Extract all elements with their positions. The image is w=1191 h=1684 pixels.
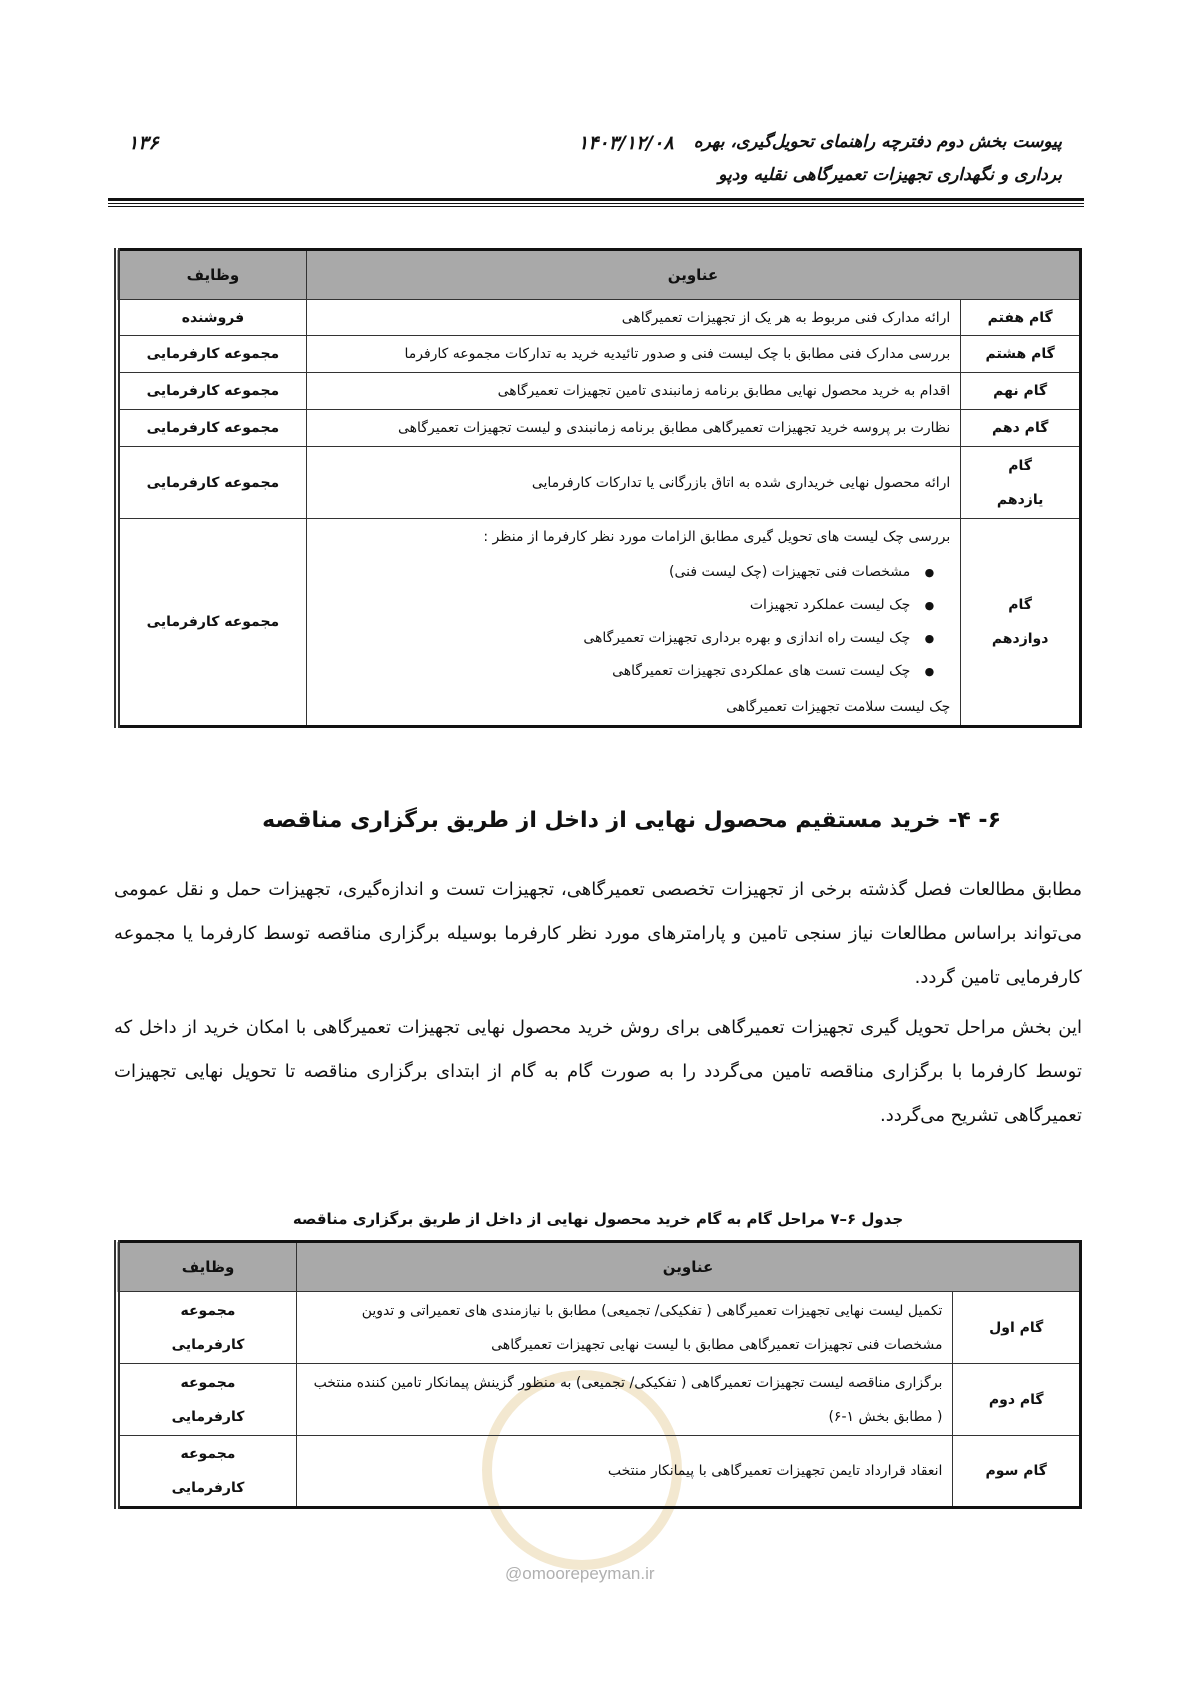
duty-label-a: مجموعه: [180, 1302, 236, 1319]
document-date: ۱۴۰۳/۱۲/۰۸: [578, 132, 674, 154]
table-row: [117, 519, 1081, 727]
description-cell: اقدام به خرید محصول نهایی مطابق برنامه زمانبندی تامین تجهیزات تعمیرگاهی: [306, 373, 960, 410]
duty-cell: مجموعه کارفرمایی: [117, 410, 306, 447]
duty-label-a: مجموعه: [180, 1374, 236, 1391]
table-caption: جدول ۶–۷ مراحل گام به گام خرید محصول نهایی از داخل از طریق برگزاری مناقصه: [292, 1210, 904, 1228]
table-row: [117, 373, 1081, 410]
step-label-b: دوازدهم: [991, 631, 1049, 647]
description-cell: انعقاد قرارداد تایمن تجهیزات تعمیرگاهی با پیمانکار منتخب: [297, 1436, 953, 1508]
page-header: [108, 118, 1084, 198]
document-title-line2: برداری و نگهداری تجهیزات تعمیرگاهی نقلیه ودپو: [718, 165, 1062, 185]
list-item: ● چک لیست تست های عملکردی تجهیزات تعمیرگاهی: [317, 655, 910, 688]
duty-cell: فروشنده: [117, 300, 306, 336]
step-cell: گام اول: [953, 1292, 1081, 1364]
duty-cell: [117, 1292, 297, 1364]
step-cell: گام هفتم: [961, 300, 1081, 336]
steps-table-2: [114, 1240, 1082, 1509]
duty-cell: مجموعه کارفرمایی: [117, 336, 306, 373]
paragraph-1: مطابق مطالعات فصل گذشته برخی از تجهیزات تخصصی تعمیرگاهی، تجهیزات تست و اندازه‌گیری، تجهیزات حمل و نقل عمومی می‌تواند براساس مطالعات نیاز سنجی تامین و پارامترهای مورد نظر کارفرما بوسیله برگزاری مناقصه توسط کارفرما یا مجموعه کارفرمایی تامین گردد.: [114, 879, 1082, 988]
duty-label-a: مجموعه: [180, 1446, 236, 1462]
section-heading: ۶- ۴- خرید مستقیم محصول نهایی از داخل از طریق برگزاری مناقصه: [262, 808, 1001, 833]
duty-cell: مجموعه کارفرمایی: [117, 373, 306, 410]
description-cell: بررسی مدارک فنی مطابق با چک لیست فنی و صدور تائیدیه خرید به تدارکات مجموعه کارفرما: [306, 336, 960, 373]
header-rule-thick: [108, 198, 1084, 201]
page-number: ۱۳۶: [128, 132, 159, 154]
step-cell: گام دهم: [961, 410, 1081, 447]
document-title-line1: پیوست بخش دوم دفترچه راهنمای تحویل‌گیری، بهره: [693, 132, 1062, 152]
duty-cell: [117, 1364, 297, 1436]
description-cell: ارائه محصول نهایی خریداری شده به اتاق بازرگانی یا تدارکات کارفرمایی: [306, 447, 960, 519]
duty-label-b: کارفرمایی: [171, 1336, 245, 1353]
table-row: [117, 336, 1081, 373]
duty-cell: [117, 1436, 297, 1508]
description-cell: نظارت بر پروسه خرید تجهیزات تعمیرگاهی مطابق برنامه زمانبندی و لیست تجهیزات تعمیرگاهی: [306, 410, 960, 447]
table-row: [117, 410, 1081, 447]
table-header-row: [117, 250, 1081, 300]
table-row: [117, 447, 1081, 519]
column-header-titles: عناوین: [297, 1242, 1081, 1292]
step-cell: گام دوم: [953, 1364, 1081, 1436]
table-row: [117, 1436, 1081, 1508]
description-cell: ارائه مدارک فنی مربوط به هر یک از تجهیزات تعمیرگاهی: [306, 300, 960, 336]
duty-cell: مجموعه کارفرمایی: [117, 519, 306, 727]
column-header-duties: وظایف: [117, 250, 306, 300]
table-row: [117, 1292, 1081, 1364]
step-label-a: گام: [1008, 457, 1032, 474]
step-cell: گام هشتم: [961, 336, 1081, 373]
list-item: ● چک لیست راه اندازی و بهره برداری تجهیزات تعمیرگاهی: [317, 622, 910, 655]
column-header-titles: عناوین: [306, 250, 1080, 300]
table-header-row: [117, 1242, 1081, 1292]
description-cell: تکمیل لیست نهایی تجهیزات تعمیرگاهی ( تفکیکی/ تجمیعی) مطابق با نیازمندی های تعمیراتی و تدوین مشخصات فنی تجهیزات تعمیرگاهی مطابق با لیست نهایی تجهیزات تعمیرگاهی: [297, 1292, 953, 1364]
checklist-outro: چک لیست سلامت تجهیزات تعمیرگاهی: [726, 699, 951, 715]
step-cell: [961, 519, 1081, 727]
checklist-intro: بررسی چک لیست های تحویل گیری مطابق الزامات مورد نظر کارفرما از منظر :: [483, 529, 951, 545]
duty-label-b: کارفرمایی: [171, 1480, 245, 1496]
list-item: ● چک لیست عملکرد تجهیزات: [317, 589, 910, 622]
step-cell: گام نهم: [961, 373, 1081, 410]
description-cell: برگزاری مناقصه لیست تجهیزات تعمیرگاهی ( تفکیکی/ تجمیعی) به منظور گزینش پیمانکار تامین کننده منتخب ( مطابق بخش ۱-۶): [297, 1364, 953, 1436]
description-cell: [306, 519, 960, 727]
header-rule-thin-2: [108, 206, 1084, 207]
paragraph-2: این بخش مراحل تحویل گیری تجهیزات تعمیرگاهی برای روش خرید محصول نهایی تجهیزات تعمیرگاهی با امکان خرید از داخل که توسط کارفرما با برگزاری مناقصه تامین می‌گردد را به صورت گام به گام از ابتدای برگزاری مناقصه تا تحویل نهایی تجهیزات تعمیرگاهی تشریح می‌گردد.: [114, 1017, 1082, 1126]
duty-label-b: کارفرمایی: [171, 1408, 245, 1425]
header-rule-thin: [108, 203, 1084, 204]
step-cell: گام سوم: [953, 1436, 1081, 1508]
step-cell: [961, 447, 1081, 519]
step-label-b: یازدهم: [996, 491, 1044, 508]
list-item: ● مشخصات فنی تجهیزات (چک لیست فنی): [317, 556, 910, 589]
checklist-bullets: [317, 556, 950, 688]
duty-cell: مجموعه کارفرمایی: [117, 447, 306, 519]
step-label-a: گام: [1008, 597, 1032, 613]
column-header-duties: وظایف: [117, 1242, 297, 1292]
table-row: [117, 300, 1081, 336]
watermark-site-text: @omoorepeyman.ir: [505, 1564, 655, 1583]
steps-table-1: [114, 248, 1082, 728]
table-row: [117, 1364, 1081, 1436]
